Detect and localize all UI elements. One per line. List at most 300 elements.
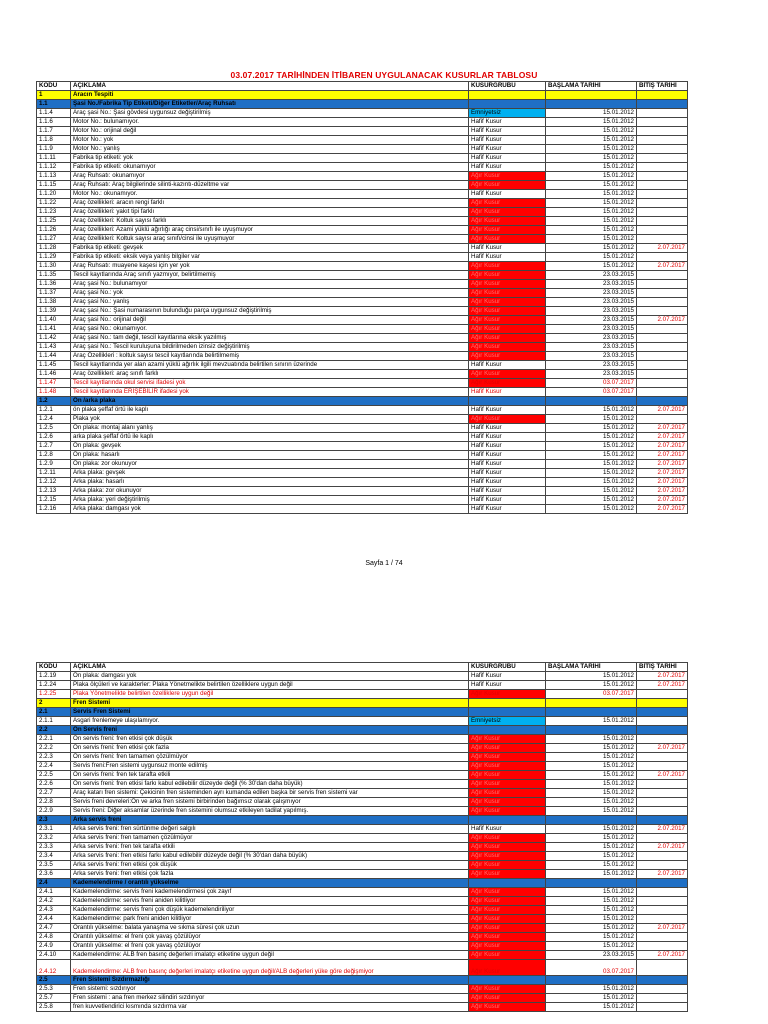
row-start-date: 23.03.2015: [546, 370, 637, 379]
table-row: [37, 888, 688, 897]
row-description: Ön plaka: hasarlı: [71, 451, 469, 460]
row-start-date: [546, 816, 637, 825]
row-group: Ağır Kusur: [469, 379, 546, 388]
table-row: [37, 915, 688, 924]
row-code: 1.1: [37, 100, 71, 109]
row-end-date: [637, 897, 688, 906]
row-start-date: 23.03.2015: [546, 334, 637, 343]
row-start-date: 15.01.2012: [546, 789, 637, 798]
row-code: 1.1.25: [37, 217, 71, 226]
table-row: [37, 861, 688, 870]
row-start-date: 23.03.2015: [546, 361, 637, 370]
row-end-date: [637, 976, 688, 985]
row-group: Ağır Kusur: [469, 771, 546, 780]
table-row: [37, 789, 688, 798]
row-end-date: [637, 960, 688, 976]
row-code: 1.1.4: [37, 109, 71, 118]
row-code: 1.1.42: [37, 334, 71, 343]
row-group: Hafif Kusur: [469, 460, 546, 469]
row-description: Arka plaka: damgası yok: [71, 505, 469, 514]
row-description: Araç şasi No.: orijinal değil: [71, 316, 469, 325]
row-end-date: [637, 334, 688, 343]
row-start-date: [546, 397, 637, 406]
section-row: [37, 91, 688, 100]
row-code: 2.4.10: [37, 951, 71, 960]
row-code: 2.2.1: [37, 735, 71, 744]
row-code: 1.1.13: [37, 172, 71, 181]
row-start-date: 15.01.2012: [546, 136, 637, 145]
row-group: [469, 100, 546, 109]
row-description: Araç şasi No.: yanlış: [71, 298, 469, 307]
row-end-date: [637, 100, 688, 109]
row-code: 2.3.2: [37, 834, 71, 843]
row-group: Emniyetsiz: [469, 717, 546, 726]
row-start-date: 15.01.2012: [546, 262, 637, 271]
row-start-date: 23.03.2015: [546, 307, 637, 316]
row-group: Ağır Kusur: [469, 915, 546, 924]
row-code: 2.4.1: [37, 888, 71, 897]
page-title: 03.07.2017 TARİHİNDEN İTİBAREN UYGULANACAK KUSURLAR TABLOSU: [230, 70, 538, 80]
row-group: Ağır Kusur: [469, 217, 546, 226]
table-row: [37, 145, 688, 154]
table-row: [37, 942, 688, 951]
table-row: [37, 690, 688, 699]
row-code: 1.2.24: [37, 681, 71, 690]
row-start-date: 15.01.2012: [546, 861, 637, 870]
row-code: 1.1.36: [37, 280, 71, 289]
table-row: [37, 985, 688, 994]
row-group: Hafif Kusur: [469, 253, 546, 262]
table-row: [37, 780, 688, 789]
row-description: Arka plaka: yeri değiştirilmiş: [71, 496, 469, 505]
table-row: [37, 109, 688, 118]
row-code: 1.2.6: [37, 433, 71, 442]
table-row: [37, 325, 688, 334]
row-end-date: [637, 325, 688, 334]
row-group: Hafif Kusur: [469, 190, 546, 199]
table-row: [37, 717, 688, 726]
row-code: 2.3.5: [37, 861, 71, 870]
row-description: Ön /arka plaka: [71, 397, 469, 406]
row-end-date: [637, 798, 688, 807]
row-description: Arka plaka: hasarlı: [71, 478, 469, 487]
row-code: 2.1.1: [37, 717, 71, 726]
row-start-date: 15.01.2012: [546, 181, 637, 190]
row-code: 2.2.5: [37, 771, 71, 780]
table-row: [37, 208, 688, 217]
row-end-date: [637, 985, 688, 994]
row-description: Araç şasi No.: tam değil, tescil kayıtlarına eksik yazılmış: [71, 334, 469, 343]
row-group: [469, 726, 546, 735]
row-start-date: 15.01.2012: [546, 798, 637, 807]
row-description: Ön servis freni: fren tek tarafta etkili: [71, 771, 469, 780]
row-start-date: 15.01.2012: [546, 460, 637, 469]
page-footer: Sayfa 1 / 74: [365, 560, 403, 567]
row-start-date: 15.01.2012: [546, 433, 637, 442]
row-description: arka plaka şeffaf örtü ile kaplı: [71, 433, 469, 442]
table-row: [37, 316, 688, 325]
row-description: Araç şasi No.: Şasi gövdesi uygunsuz değiştirilmiş: [71, 109, 469, 118]
row-code: 1.1.38: [37, 298, 71, 307]
row-end-date: [637, 352, 688, 361]
row-start-date: 15.01.2012: [546, 505, 637, 514]
row-description: Arka servis freni: fren etkisi çok düşük: [71, 861, 469, 870]
row-start-date: 15.01.2012: [546, 190, 637, 199]
row-group: Hafif Kusur: [469, 136, 546, 145]
table-row: [37, 226, 688, 235]
row-end-date: 2.07.2017: [637, 262, 688, 271]
row-group: [469, 91, 546, 100]
row-code: 1.2.1: [37, 406, 71, 415]
table-row: [37, 852, 688, 861]
row-code: 1.2.25: [37, 690, 71, 699]
table-row: [37, 897, 688, 906]
row-end-date: [637, 753, 688, 762]
row-code: 1.1.22: [37, 199, 71, 208]
row-description: Kademelendirme: ALB fren basınç değerleri imalatçı etiketine uygun değil: [71, 951, 469, 960]
table-row: [37, 406, 688, 415]
row-start-date: 15.01.2012: [546, 744, 637, 753]
row-description: Motor No.: bulunamıyor.: [71, 118, 469, 127]
row-description: Araç şasi No.: bulunamıyor: [71, 280, 469, 289]
row-end-date: 2.07.2017: [637, 460, 688, 469]
row-start-date: 15.01.2012: [546, 127, 637, 136]
table-row: [37, 924, 688, 933]
row-description: Ön servis freni: fren etkisi farkı kabul edilebilir düzeyde değil (% 30'dan daha büyük): [71, 780, 469, 789]
row-end-date: [637, 699, 688, 708]
row-description: Ön Servis freni: [71, 726, 469, 735]
row-group: Ağır Kusur: [469, 289, 546, 298]
header-bitis-tarihi: BİTİŞ TARİHİ: [637, 663, 688, 672]
table-row: [37, 798, 688, 807]
row-description: Arka servis freni: fren tek tarafta etkili: [71, 843, 469, 852]
table-row: [37, 460, 688, 469]
row-start-date: 23.03.2015: [546, 316, 637, 325]
row-start-date: 23.03.2015: [546, 289, 637, 298]
row-group: Ağır Kusur: [469, 798, 546, 807]
row-code: 2.2: [37, 726, 71, 735]
row-group: Ağır Kusur: [469, 951, 546, 960]
row-group: Ağır Kusur: [469, 888, 546, 897]
row-start-date: [546, 699, 637, 708]
row-description: Fabrika tip etiketi: eksik veya yanlış bilgiler var: [71, 253, 469, 262]
row-end-date: 2.07.2017: [637, 825, 688, 834]
row-code: 2.2.7: [37, 789, 71, 798]
row-code: 1.1.39: [37, 307, 71, 316]
row-end-date: [637, 708, 688, 717]
row-group: Hafif Kusur: [469, 672, 546, 681]
table-header-row: [37, 82, 688, 91]
row-start-date: 15.01.2012: [546, 226, 637, 235]
row-start-date: 15.01.2012: [546, 994, 637, 1003]
row-code: 2.2.8: [37, 798, 71, 807]
row-code: 1: [37, 91, 71, 100]
row-description: Plaka yok: [71, 415, 469, 424]
row-description: Kademelendirme: servis freni kademelendirmesi çok zayıf: [71, 888, 469, 897]
row-group: Ağır Kusur: [469, 415, 546, 424]
row-start-date: 15.01.2012: [546, 253, 637, 262]
row-group: Ağır Kusur: [469, 897, 546, 906]
row-end-date: [637, 235, 688, 244]
row-end-date: [637, 208, 688, 217]
header-kusurgrubu: KUSURGRUBU: [469, 663, 546, 672]
row-end-date: 2.07.2017: [637, 744, 688, 753]
table-header-row: [37, 663, 688, 672]
row-description: Tescil kayıtlarında Araç sınıfı yazmıyor, belirtilmemiş: [71, 271, 469, 280]
table-row: [37, 181, 688, 190]
row-group: Ağır Kusur: [469, 181, 546, 190]
table-row: [37, 361, 688, 370]
row-start-date: 15.01.2012: [546, 843, 637, 852]
row-end-date: 2.07.2017: [637, 469, 688, 478]
row-end-date: 2.07.2017: [637, 316, 688, 325]
row-start-date: 15.01.2012: [546, 780, 637, 789]
row-start-date: 23.03.2015: [546, 271, 637, 280]
table-row: [37, 672, 688, 681]
row-code: 1.1.30: [37, 262, 71, 271]
row-code: 1.1.46: [37, 370, 71, 379]
row-start-date: 15.01.2012: [546, 199, 637, 208]
row-code: 1.2.4: [37, 415, 71, 424]
row-code: 1.1.29: [37, 253, 71, 262]
row-start-date: 15.01.2012: [546, 145, 637, 154]
row-description: Araç özellikleri: araç sınıfı farklı: [71, 370, 469, 379]
row-start-date: 15.01.2012: [546, 109, 637, 118]
header-kodu: KODU: [37, 82, 71, 91]
row-description: Araç özellikleri: Koltuk sayısı araç sınıfı/cinsi ile uyuşmuyor: [71, 235, 469, 244]
row-start-date: 15.01.2012: [546, 717, 637, 726]
subsection-row: [37, 397, 688, 406]
row-description: Araç özellikleri: yakıt tipi farklı: [71, 208, 469, 217]
row-end-date: [637, 289, 688, 298]
row-description: Orantılı yükselme: balata yanaşma ve sıkma süresi çok uzun: [71, 924, 469, 933]
row-end-date: [637, 361, 688, 370]
row-start-date: 15.01.2012: [546, 897, 637, 906]
row-description: Araç şasi No.: Şasi numarasının bulunduğu parça uygunsuz değiştirilmiş: [71, 307, 469, 316]
row-end-date: [637, 816, 688, 825]
subsection-row: [37, 879, 688, 888]
row-description: Araç özellikleri: aracın rengi farklı: [71, 199, 469, 208]
row-end-date: 2.07.2017: [637, 843, 688, 852]
row-description: Tescil kayıtlarında yer alan azami yüklü ağırlık ilgili mevzuatında belirtilen sınırın üzerinde: [71, 361, 469, 370]
row-code: 1.1.47: [37, 379, 71, 388]
row-end-date: 2.07.2017: [637, 771, 688, 780]
row-end-date: [637, 726, 688, 735]
row-start-date: 15.01.2012: [546, 442, 637, 451]
row-code: 1.1.28: [37, 244, 71, 253]
row-end-date: [637, 780, 688, 789]
row-code: 1.1.15: [37, 181, 71, 190]
row-group: Ağır Kusur: [469, 208, 546, 217]
table-row: [37, 951, 688, 960]
row-code: 1.2.12: [37, 478, 71, 487]
table-row: [37, 172, 688, 181]
row-start-date: 15.01.2012: [546, 406, 637, 415]
row-start-date: 15.01.2012: [546, 924, 637, 933]
row-start-date: 03.07.2017: [546, 960, 637, 976]
row-code: 1.1.44: [37, 352, 71, 361]
row-group: Hafif Kusur: [469, 496, 546, 505]
row-start-date: 15.01.2012: [546, 852, 637, 861]
row-start-date: 03.07.2017: [546, 388, 637, 397]
header-baslama-tarihi: BAŞLAMA TARİHİ: [546, 82, 637, 91]
table-row: [37, 271, 688, 280]
row-description: Orantılı yükselme: el freni çok yavaş çözülüyor: [71, 942, 469, 951]
row-description: Araç Özellikleri : koltuk sayısı tescil kayıtlarında belirtilmemiş: [71, 352, 469, 361]
subsection-row: [37, 100, 688, 109]
row-code: 2.2.6: [37, 780, 71, 789]
row-description: Servis freni devreleri:Ön ve arka fren sistemi birbirinden bağımsız olarak çalışmıyor: [71, 798, 469, 807]
row-group: Ağır Kusur: [469, 199, 546, 208]
row-start-date: [546, 91, 637, 100]
table-row: [37, 127, 688, 136]
row-group: Ağır Kusur: [469, 172, 546, 181]
table-row: [37, 807, 688, 816]
row-code: 1.1.41: [37, 325, 71, 334]
row-code: 2.4.2: [37, 897, 71, 906]
row-description: Fren Sistemi Sızdırmazlığı: [71, 976, 469, 985]
row-start-date: 23.03.2015: [546, 325, 637, 334]
row-code: 2.2.3: [37, 753, 71, 762]
row-description: Arka servis freni: [71, 816, 469, 825]
row-description: Kademelendirme: park freni aniden kilitliyor: [71, 915, 469, 924]
row-description: Plaka Yönetmelikte belirtilen özelliklere uygun değil: [71, 690, 469, 699]
row-description: Araç Ruhsatı: muayene kaşesi için yer yok: [71, 262, 469, 271]
row-start-date: [546, 100, 637, 109]
row-end-date: [637, 271, 688, 280]
row-group: Ağır Kusur: [469, 924, 546, 933]
row-code: 2.3.6: [37, 870, 71, 879]
row-code: 2.4.4: [37, 915, 71, 924]
row-start-date: [546, 879, 637, 888]
row-group: [469, 879, 546, 888]
row-code: 1.1.35: [37, 271, 71, 280]
table-row: [37, 825, 688, 834]
row-end-date: [637, 181, 688, 190]
row-description: Fren sistemi : ana fren merkez silindiri sızdırıyor: [71, 994, 469, 1003]
row-end-date: [637, 298, 688, 307]
row-description: Orantılı yükselme: el freni çok yavaş çözülüyor: [71, 933, 469, 942]
row-code: 2.3.4: [37, 852, 71, 861]
row-start-date: 15.01.2012: [546, 834, 637, 843]
row-code: 2.2.4: [37, 762, 71, 771]
table-row: [37, 118, 688, 127]
table-row: [37, 1003, 688, 1012]
table-row: [37, 190, 688, 199]
row-code: 1.1.20: [37, 190, 71, 199]
row-group: Ağır Kusur: [469, 933, 546, 942]
row-end-date: [637, 906, 688, 915]
row-start-date: 15.01.2012: [546, 933, 637, 942]
table-row: [37, 163, 688, 172]
row-start-date: 15.01.2012: [546, 1003, 637, 1012]
row-group: Ağır Kusur: [469, 325, 546, 334]
row-code: 2.4.12: [37, 960, 71, 976]
row-group: Ağır Kusur: [469, 807, 546, 816]
row-description: Şasi No./Fabrika Tip Etiketi/Diğer Etiketler/Araç Ruhsatı: [71, 100, 469, 109]
row-start-date: 15.01.2012: [546, 469, 637, 478]
row-group: Ağır Kusur: [469, 1003, 546, 1012]
row-group: Ağır Kusur: [469, 271, 546, 280]
row-group: Hafif Kusur: [469, 681, 546, 690]
row-description: Ön servis freni: fren etkisi çok düşük: [71, 735, 469, 744]
header-aciklama: AÇIKLAMA: [71, 82, 469, 91]
row-start-date: 15.01.2012: [546, 235, 637, 244]
row-group: Hafif Kusur: [469, 825, 546, 834]
header-kusurgrubu: KUSURGRUBU: [469, 82, 546, 91]
row-end-date: 2.07.2017: [637, 870, 688, 879]
row-end-date: [637, 888, 688, 897]
row-description: Plaka ölçüleri ve karakterler: Plaka Yönetmelikte belirtilen özelliklere uygun değil: [71, 681, 469, 690]
row-code: 2.4.9: [37, 942, 71, 951]
row-group: Ağır Kusur: [469, 262, 546, 271]
row-end-date: [637, 109, 688, 118]
row-code: 2.3: [37, 816, 71, 825]
row-end-date: [637, 834, 688, 843]
row-end-date: [637, 861, 688, 870]
table-row: [37, 960, 688, 976]
row-description: Kademelendirme: servis freni aniden kilitliyor: [71, 897, 469, 906]
row-description: Fabrika tip etiketi: gevşek: [71, 244, 469, 253]
row-group: Hafif Kusur: [469, 154, 546, 163]
table-row: [37, 253, 688, 262]
row-description: Arka servis freni: fren sürtünme değeri salgılı: [71, 825, 469, 834]
row-code: 2.3.1: [37, 825, 71, 834]
row-end-date: 2.07.2017: [637, 924, 688, 933]
row-start-date: 15.01.2012: [546, 118, 637, 127]
row-code: 2.2.9: [37, 807, 71, 816]
row-end-date: [637, 879, 688, 888]
row-end-date: 2.07.2017: [637, 505, 688, 514]
table-row: [37, 136, 688, 145]
row-start-date: 23.03.2015: [546, 280, 637, 289]
row-start-date: 15.01.2012: [546, 487, 637, 496]
row-code: 1.2.16: [37, 505, 71, 514]
row-description: Araç özellikleri: Azami yüklü ağırlığı araç cinsi/sınıfı ile uyuşmuyor: [71, 226, 469, 235]
row-group: Hafif Kusur: [469, 127, 546, 136]
row-start-date: 23.03.2015: [546, 298, 637, 307]
row-end-date: [637, 690, 688, 699]
row-group: Hafif Kusur: [469, 118, 546, 127]
row-group: Ağır Kusur: [469, 789, 546, 798]
table-row: [37, 744, 688, 753]
row-end-date: 2.07.2017: [637, 478, 688, 487]
row-code: 1.1.23: [37, 208, 71, 217]
table-row: [37, 199, 688, 208]
row-code: 1.1.26: [37, 226, 71, 235]
row-end-date: 2.07.2017: [637, 496, 688, 505]
table-row: [37, 994, 688, 1003]
table-row: [37, 352, 688, 361]
row-description: Tescil kayıtlarında ERİŞEBİLİR ifadesi yok: [71, 388, 469, 397]
row-code: 1.2.13: [37, 487, 71, 496]
row-start-date: 15.01.2012: [546, 915, 637, 924]
row-description: ön plaka şeffaf örtü ile kaplı: [71, 406, 469, 415]
row-code: 1.1.9: [37, 145, 71, 154]
row-description: Araç şasi No.: okunamıyor.: [71, 325, 469, 334]
row-description: Kademelendirme / orantılı yükselme: [71, 879, 469, 888]
row-description: Ön plaka: montaj alanı yanlış: [71, 424, 469, 433]
row-start-date: 03.07.2017: [546, 690, 637, 699]
row-end-date: [637, 370, 688, 379]
row-end-date: [637, 154, 688, 163]
row-description: Servis freni:Fren sistemi uygunsuz monte edilmiş: [71, 762, 469, 771]
row-end-date: 2.07.2017: [637, 951, 688, 960]
table-row: [37, 496, 688, 505]
row-end-date: [637, 762, 688, 771]
table-row: [37, 735, 688, 744]
row-description: Asgari frenlemeye ulaşılamıyor.: [71, 717, 469, 726]
